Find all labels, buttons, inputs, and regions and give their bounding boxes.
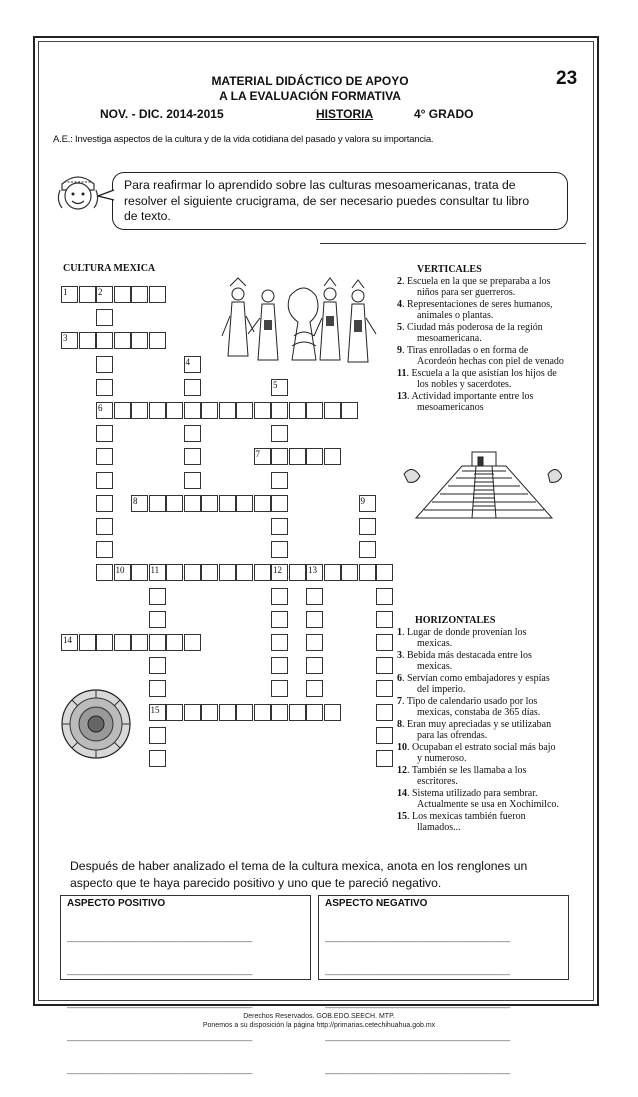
crossword-cell[interactable] [96,425,113,442]
crossword-cell[interactable] [149,680,166,697]
bubble-line-3: de texto. [124,209,171,223]
crossword-cell[interactable] [114,286,131,303]
vertical-clue-11: 11. Escuela a la que asistían los hijos de los nobles y sacerdotes. [397,367,557,390]
crossword-cell[interactable] [149,332,166,349]
title-line-1: MATERIAL DIDÁCTICO DE APOYO [211,74,409,88]
crossword-cell[interactable] [236,402,253,419]
crossword-cell[interactable] [166,634,183,651]
crossword-cell[interactable] [219,495,236,512]
crossword-cell[interactable] [96,495,113,512]
crossword-cell[interactable] [79,286,96,303]
crossword-cell[interactable] [271,588,288,605]
crossword-number-10: 10 [115,565,125,576]
crossword-cell[interactable] [289,448,306,465]
crossword-cell[interactable] [306,634,323,651]
crossword-cell[interactable] [376,727,393,744]
crossword-cell[interactable] [359,518,376,535]
crossword-cell[interactable] [184,379,201,396]
crossword-cell[interactable] [114,402,131,419]
crossword-cell[interactable] [306,588,323,605]
crossword-cell[interactable] [131,634,148,651]
crossword-cell[interactable] [184,495,201,512]
crossword-cell[interactable] [306,704,323,721]
crossword-number-3: 3 [63,333,68,344]
crossword-cell[interactable] [254,402,271,419]
grade-label: 4° GRADO [414,107,474,121]
crossword-cell[interactable] [149,657,166,674]
answer-line[interactable]: _________________________________________ [325,1064,510,1074]
crossword-cell[interactable] [376,750,393,767]
crossword-cell[interactable] [166,704,183,721]
crossword-cell[interactable] [96,379,113,396]
crossword-cell[interactable] [149,611,166,628]
crossword-cell[interactable] [271,402,288,419]
crossword-number-4: 4 [185,356,190,367]
crossword-cell[interactable] [271,518,288,535]
crossword-cell[interactable] [149,634,166,651]
crossword-cell[interactable] [184,634,201,651]
crossword-cell[interactable] [359,564,376,581]
crossword-cell[interactable] [184,564,201,581]
crossword-cell[interactable] [271,611,288,628]
crossword-cell[interactable] [149,402,166,419]
student-face-icon [56,170,100,214]
crossword-cell[interactable] [271,448,288,465]
verticales-heading: VERTICALES [417,264,482,275]
vertical-clue-4: 4. Representaciones de seres humanos, animales o plantas. [397,298,553,321]
crossword-cell[interactable] [149,588,166,605]
horizontal-clue-12: 12. También se les llamaba a los escritores. [397,764,527,787]
crossword-cell[interactable] [219,704,236,721]
answer-line[interactable]: _________________________________________ [325,998,510,1008]
crossword-cell[interactable] [376,680,393,697]
crossword-number-13: 13 [308,565,317,576]
crossword-cell[interactable] [271,495,288,512]
positive-aspect-box[interactable] [60,895,311,1074]
crossword-cell[interactable] [306,611,323,628]
bubble-line-1: Para reafirmar lo aprendido sobre las culturas mesoamericanas, trata de [124,178,516,192]
crossword-cell[interactable] [271,541,288,558]
reflection-line-1: Después de haber analizado el tema de la cultura mexica, anota en los renglones un [70,859,528,873]
crossword-cell[interactable] [236,704,253,721]
crossword-cell[interactable] [131,286,148,303]
crossword-number-12: 12 [273,565,282,576]
crossword-number-14: 14 [63,635,72,645]
verticales-clues [397,264,582,414]
crossword-cell[interactable] [96,564,113,581]
crossword-cell[interactable] [254,704,271,721]
crossword-cell[interactable] [201,495,218,512]
crossword-cell[interactable] [184,402,201,419]
crossword-cell[interactable] [166,564,183,581]
learning-expectation: A.E.: Investiga aspectos de la cultura y de la vida cotidiana del pasado y valora su importancia. [53,134,434,145]
crossword-cell[interactable] [376,704,393,721]
horizontal-clue-10: 10. Ocupaban el estrato social más bajo y numeroso. [397,741,556,764]
crossword-number-1: 1 [63,287,68,297]
crossword-cell[interactable] [236,495,253,512]
crossword-cell[interactable] [306,657,323,674]
crossword-cell[interactable] [149,495,166,512]
crossword-cell[interactable] [96,309,113,326]
crossword-cell[interactable] [149,750,166,767]
crossword-cell[interactable] [79,634,96,651]
period-label: NOV. - DIC. 2014-2015 [100,107,224,121]
crossword-title: CULTURA MEXICA [63,263,156,274]
crossword-cell[interactable] [306,448,323,465]
crossword-cell[interactable] [114,634,131,651]
aztec-calendar-stone [60,688,132,760]
answer-line[interactable]: _________________________________________ [325,932,510,942]
crossword-cell[interactable] [96,472,113,489]
title-line-2: A LA EVALUACIÓN FORMATIVA [219,89,401,103]
crossword-number-11: 11 [150,565,160,576]
page-number: 23 [556,68,578,89]
crossword-cell[interactable] [166,495,183,512]
crossword-cell[interactable] [376,634,393,651]
reflection-instructions [70,858,527,892]
reflection-line-2: aspecto que te haya parecido positivo y uno que te pareció negativo. [70,876,442,890]
horizontal-clue-14: 14. Sistema utilizado para sembrar. Actualmente se usa en Xochimilco. [397,787,559,810]
crossword-cell[interactable] [201,402,218,419]
crossword-cell[interactable] [254,495,271,512]
vertical-clue-5: 5. Ciudad más poderosa de la región mesoamericana. [397,321,543,344]
vertical-clue-13: 13. Actividad importante entre los mesoamericanos [397,390,534,413]
crossword-number-15: 15 [150,704,160,715]
crossword-cell[interactable] [324,448,341,465]
crossword-cell[interactable] [166,402,183,419]
positive-aspect-label: ASPECTO POSITIVO [67,898,166,909]
crossword-cell[interactable] [324,402,341,419]
crossword-cell[interactable] [289,704,306,721]
crossword-cell[interactable] [271,425,288,442]
crossword-cell[interactable] [306,680,323,697]
crossword-cell[interactable] [96,356,113,373]
crossword-cell[interactable] [96,518,113,535]
crossword-cell[interactable] [184,704,201,721]
subject-label: HISTORIA [316,107,374,121]
aztec-warriors-illustration [218,276,378,372]
crossword-cell[interactable] [324,564,341,581]
answer-line[interactable]: _________________________________________ [67,932,252,942]
crossword-cell[interactable] [306,402,323,419]
crossword-cell[interactable] [219,402,236,419]
answer-line[interactable]: _________________________________________ [325,1031,510,1041]
crossword-cell[interactable] [79,332,96,349]
pyramid-illustration [402,444,562,522]
crossword-cell[interactable] [271,634,288,651]
horizontales-clues [397,615,582,834]
speech-bubble-tail [98,188,116,202]
title-block [200,75,420,103]
crossword-cell[interactable] [201,564,218,581]
footer-rights: Derechos Reservados. GOB.EDO.SEECH. MTP. [243,1013,395,1020]
crossword-cell[interactable] [289,564,306,581]
horizontales-heading: HORIZONTALES [415,615,496,626]
crossword-cell[interactable] [96,541,113,558]
crossword-cell[interactable] [271,472,288,489]
crossword-number-7: 7 [255,449,260,460]
crossword-cell[interactable] [376,657,393,674]
crossword-cell[interactable] [341,564,358,581]
crossword-cell[interactable] [254,564,271,581]
crossword-number-8: 8 [133,495,138,506]
crossword-cell[interactable] [376,564,393,581]
crossword-cell[interactable] [219,564,236,581]
horizontal-clue-8: 8. Eran muy apreciadas y se utilizaban para las ofrendas. [397,718,552,741]
crossword-cell[interactable] [96,634,113,651]
crossword-cell[interactable] [236,564,253,581]
answer-line[interactable]: _________________________________________ [67,1064,252,1074]
horizontal-clue-15: 15. Los mexicas también fueron llamados... [397,810,526,833]
crossword-cell[interactable] [271,704,288,721]
crossword-cell[interactable] [114,332,131,349]
speech-bubble-text [124,178,564,225]
crossword-cell[interactable] [131,564,148,581]
crossword-cell[interactable] [149,727,166,744]
crossword-cell[interactable] [131,332,148,349]
answer-line[interactable]: _________________________________________ [67,998,252,1008]
answer-line[interactable]: _________________________________________ [325,965,510,975]
crossword-cell[interactable] [341,402,358,419]
vertical-clue-2: 2. Escuela en la que se preparaba a los niños para ser guerreros. [397,275,551,298]
crossword-cell[interactable] [131,402,148,419]
divider-line [320,243,586,244]
crossword-cell[interactable] [376,588,393,605]
crossword-number-9: 9 [360,495,365,506]
crossword-number-6: 6 [98,403,103,413]
footer-url: Ponemos a su disposición la página http://primarias.cetechihuahua.gob.mx [202,1022,436,1029]
crossword-cell[interactable] [271,657,288,674]
footer [0,1012,638,1030]
answer-line[interactable]: _________________________________________ [67,1031,252,1041]
crossword-cell[interactable] [184,472,201,489]
answer-line[interactable]: _________________________________________ [67,965,252,975]
bubble-line-2: resolver el siguiente crucigrama, de ser necesario puedes consultar tu libro [124,193,530,208]
negative-lines[interactable] [325,910,561,1097]
horizontal-clue-7: 7. Tipo de calendario usado por los mexicas, constaba de 365 días. [397,695,541,718]
horizontal-clue-1: 1. Lugar de donde provenían los mexicas. [397,626,527,649]
horizontal-clue-6: 6. Servían como embajadores y espías del imperio. [397,672,550,695]
crossword-number-2: 2 [98,287,103,297]
positive-lines[interactable] [67,910,303,1097]
crossword-cell[interactable] [96,448,113,465]
crossword-cell[interactable] [271,680,288,697]
horizontal-clue-3: 3. Bebida más destacada entre los mexicas. [397,649,532,672]
crossword-cell[interactable] [149,286,166,303]
crossword-cell[interactable] [324,704,341,721]
crossword-number-5: 5 [273,379,278,390]
crossword-cell[interactable] [201,704,218,721]
negative-aspect-label: ASPECTO NEGATIVO [325,898,428,909]
crossword-cell[interactable] [359,541,376,558]
vertical-clue-9: 9. Tiras enrolladas o en forma de Acordeón hechas con piel de venado [397,344,564,367]
crossword-cell[interactable] [96,332,113,349]
crossword-cell[interactable] [184,448,201,465]
crossword-cell[interactable] [184,425,201,442]
crossword-cell[interactable] [376,611,393,628]
crossword-cell[interactable] [289,402,306,419]
